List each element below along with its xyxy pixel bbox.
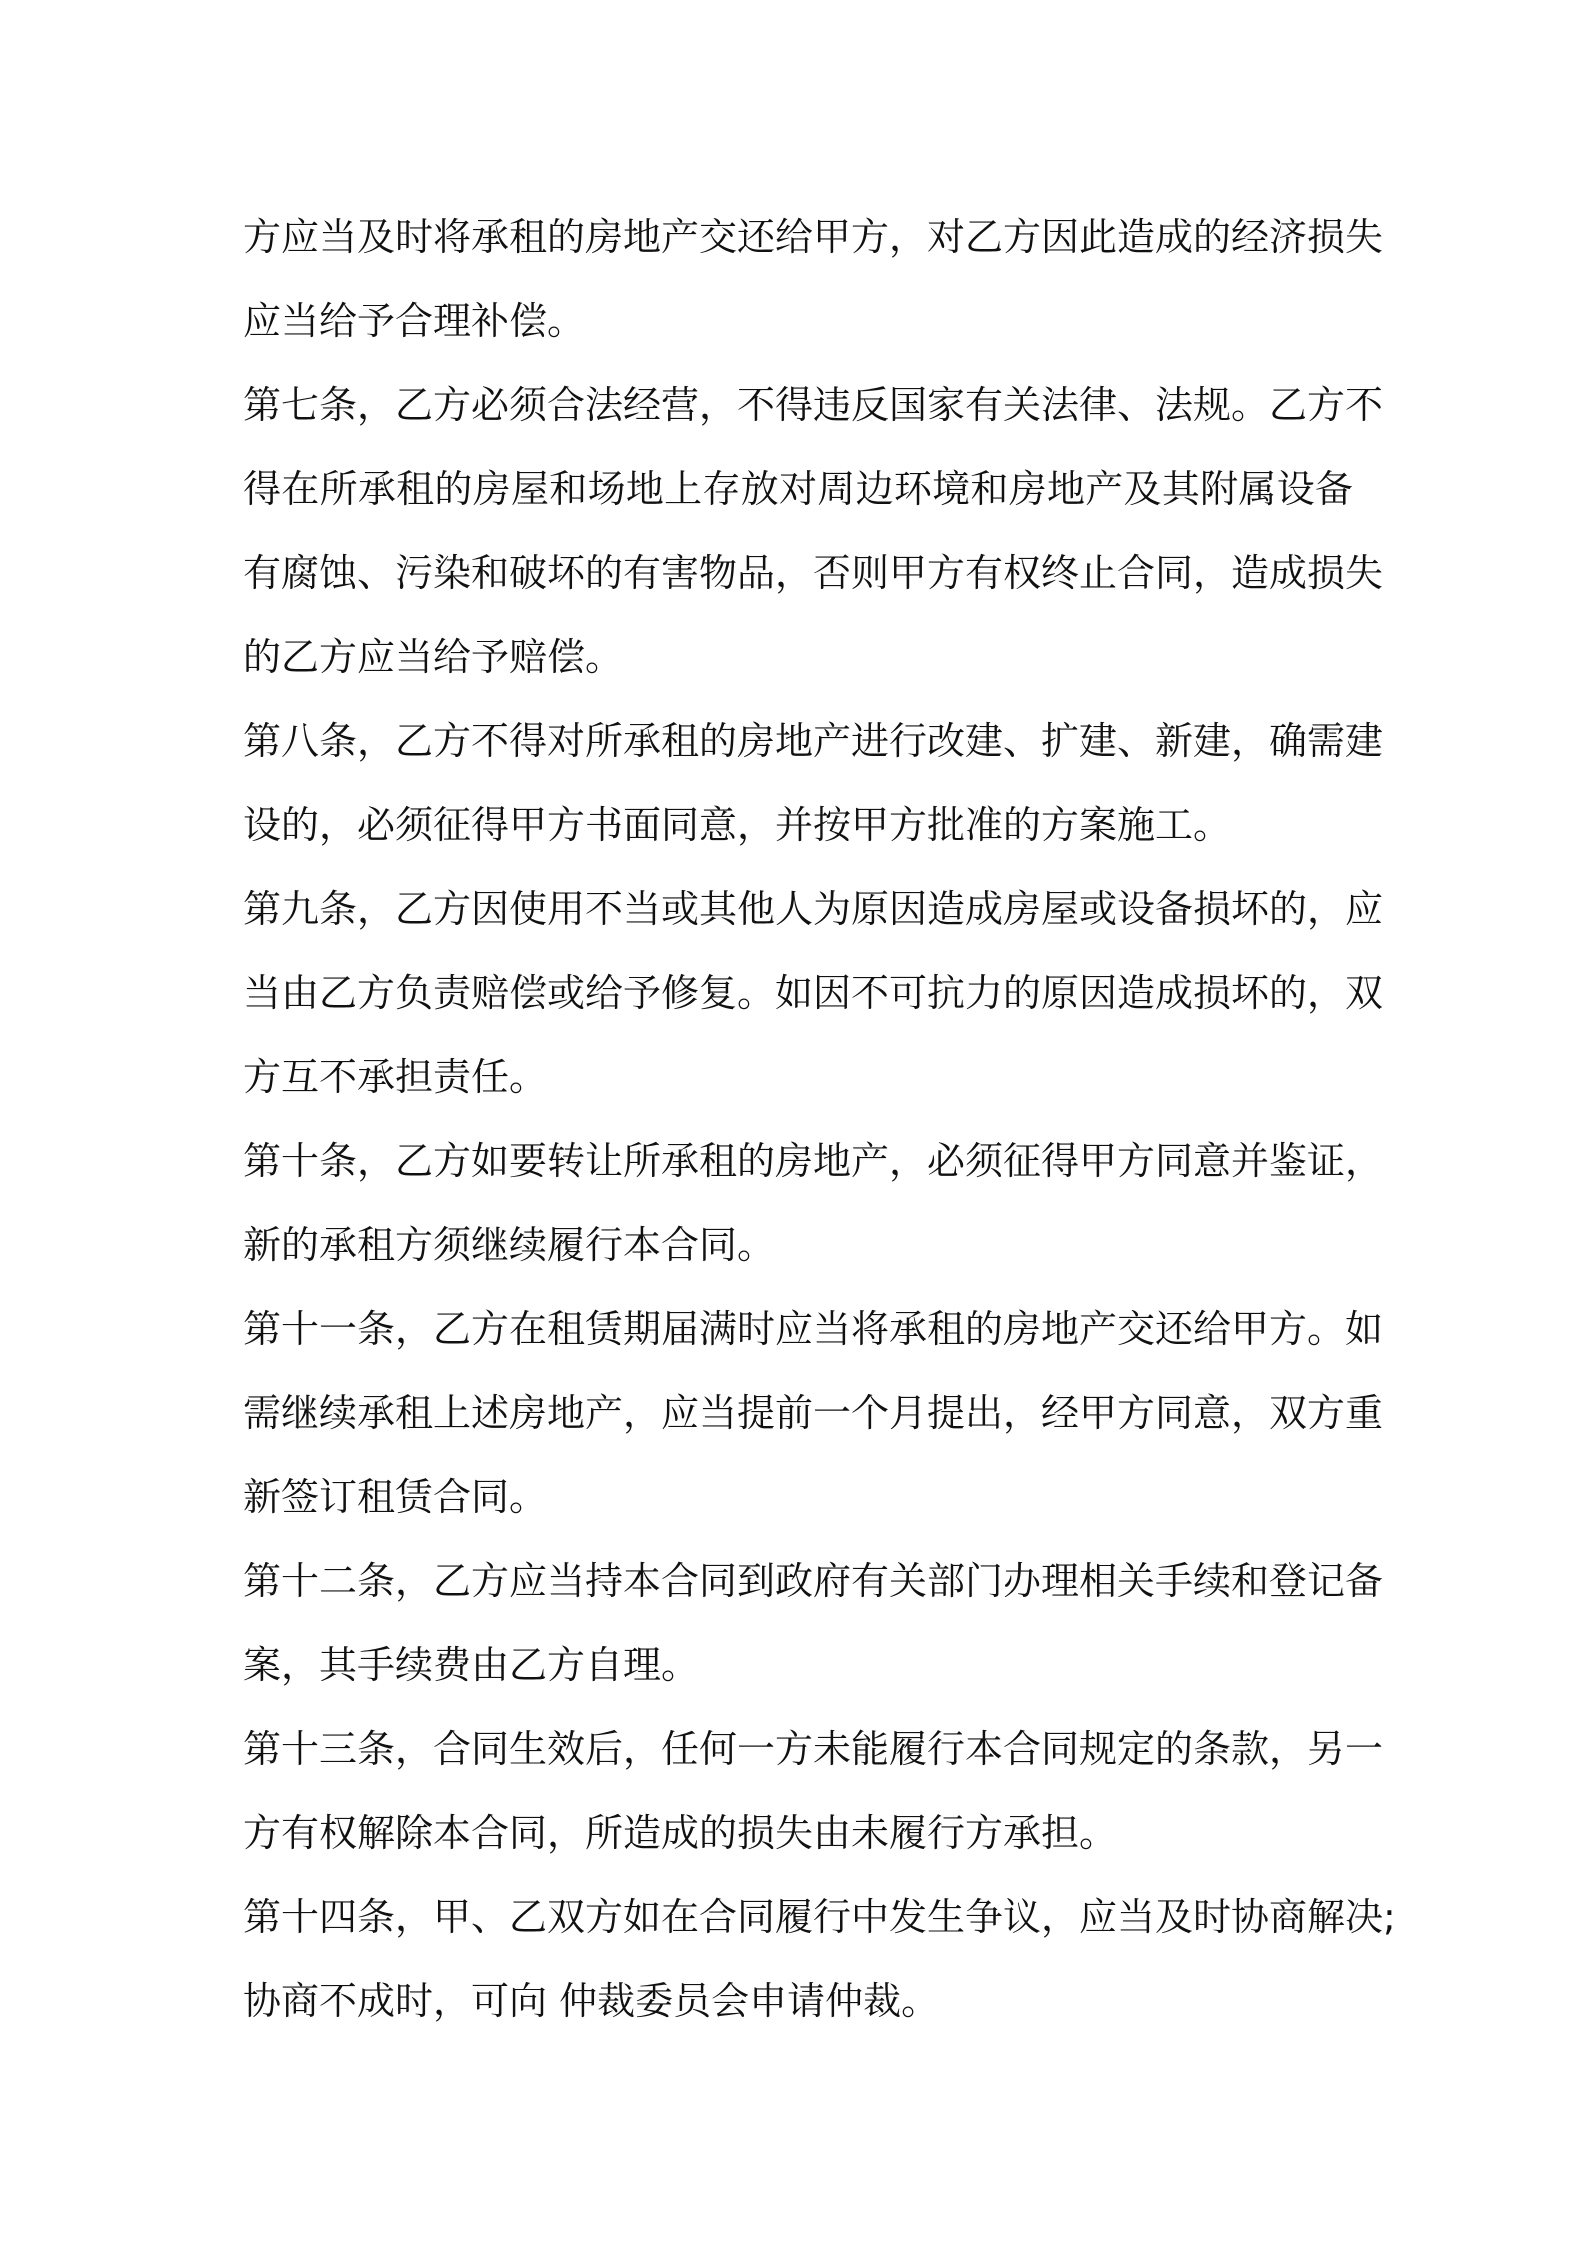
text-line: 第十四条，甲、乙双方如在合同履行中发生争议，应当及时协商解决; xyxy=(243,1895,1396,1939)
text-line: 设的，必须征得甲方书面同意，并按甲方批准的方案施工。 xyxy=(243,803,1232,847)
text-line: 应当给予合理补偿。 xyxy=(243,299,586,343)
text-line: 当由乙方负责赔偿或给予修复。如因不可抗力的原因造成损坏的，双 xyxy=(243,971,1384,1015)
text-line: 第十条，乙方如要转让所承租的房地产，必须征得甲方同意并鉴证， xyxy=(243,1139,1384,1183)
text-line: 案，其手续费由乙方自理。 xyxy=(243,1643,700,1687)
text-line: 第十一条，乙方在租赁期届满时应当将承租的房地产交还给甲方。如 xyxy=(243,1307,1384,1351)
text-line: 第十二条，乙方应当持本合同到政府有关部门办理相关手续和登记备 xyxy=(243,1559,1384,1603)
text-line: 方有权解除本合同，所造成的损失由未履行方承担。 xyxy=(243,1811,1118,1855)
text-line: 协商不成时，可向 仲裁委员会申请仲裁。 xyxy=(243,1979,940,2023)
text-line: 得在所承租的房屋和场地上存放对周边环境和房地产及其附属设备 xyxy=(243,467,1353,511)
text-line: 第七条，乙方必须合法经营，不得违反国家有关法律、法规。乙方不 xyxy=(243,383,1384,427)
text-line: 方应当及时将承租的房地产交还给甲方，对乙方因此造成的经济损失 xyxy=(243,215,1384,259)
text-line: 第八条，乙方不得对所承租的房地产进行改建、扩建、新建，确需建 xyxy=(243,719,1384,763)
text-line: 需继续承租上述房地产，应当提前一个月提出，经甲方同意，双方重 xyxy=(243,1391,1384,1435)
text-line: 第十三条，合同生效后，任何一方未能履行本合同规定的条款，另一 xyxy=(243,1727,1384,1771)
text-line: 方互不承担责任。 xyxy=(243,1055,548,1099)
text-line: 新的承租方须继续履行本合同。 xyxy=(243,1223,776,1267)
text-line: 有腐蚀、污染和破坏的有害物品，否则甲方有权终止合同，造成损失 xyxy=(243,551,1384,595)
text-line: 第九条，乙方因使用不当或其他人为原因造成房屋或设备损坏的，应 xyxy=(243,887,1384,931)
text-line: 的乙方应当给予赔偿。 xyxy=(243,635,624,679)
text-line: 新签订租赁合同。 xyxy=(243,1475,548,1519)
contract-text xyxy=(243,195,1396,2043)
